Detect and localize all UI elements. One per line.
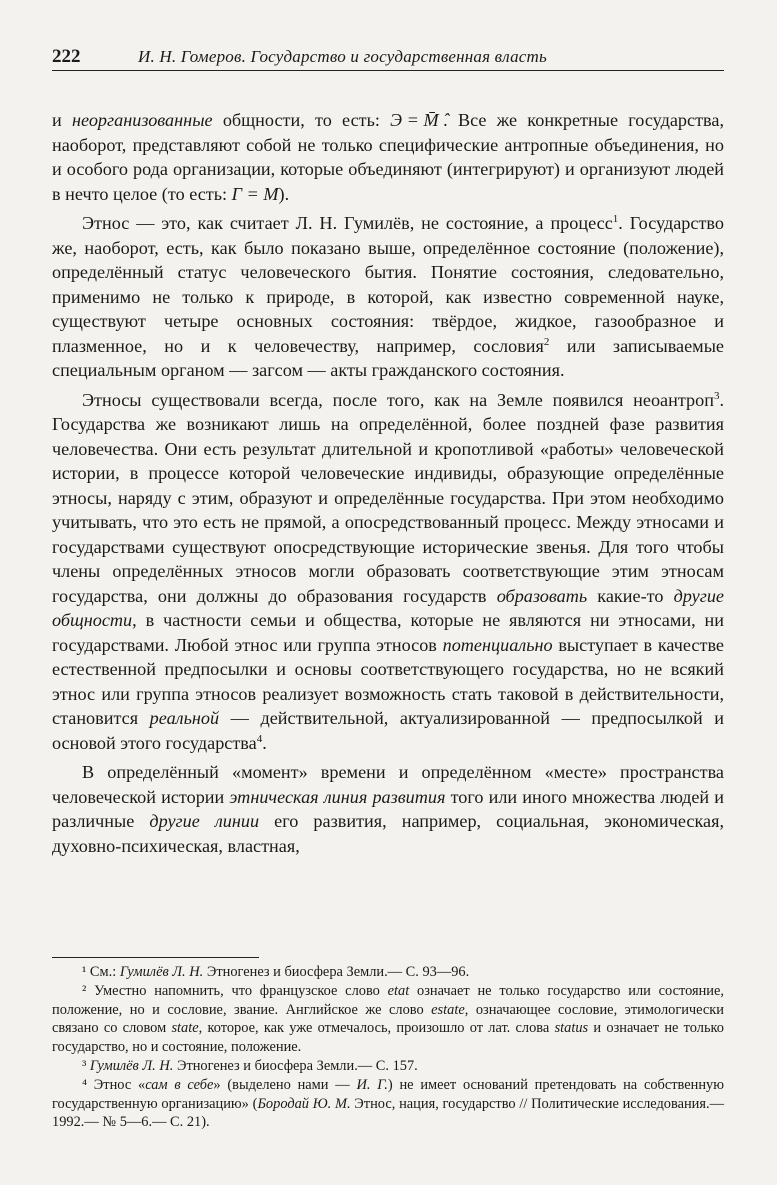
footnote-1: ¹ См.: Гумилёв Л. Н. Этногенез и биосфера Земли.— С. 93—96. (82, 964, 470, 980)
paragraph-1: и неорганизованные общности, то есть: Э = M̄̄ ̂. Все же конкретные государства, наоборот, представляют собой не только специфические антропные объединения, но и особого рода организации, которые объединяют (интегрируют) и организуют людей в нечто целое (то есть: Г = M). (52, 108, 724, 206)
footnote-3: ³ Гумилёв Л. Н. Этногенез и биосфера Земли.— С. 157. (82, 1058, 418, 1075)
paragraph-3: Этносы существовали всегда, после того, как на Земле появился неоантроп$^3$. Государства же возникают лишь на определённой, более поздней фазе развития человечества. Они есть результат длительной и кропотливой «работы» человеческой истории, в процессе которой человеческие индивиды, образующие определённые этносы, наряду с этим, образуют и определённые государства. При этом необходимо учитывать, что это есть не прямой, а опосредствованный процесс. Между этносами и государствами существуют опосредствующие исторические звенья. Для того чтобы члены определённых этносов могли образовать соответствующие этим этносам государства, они должны до образования государств образовать какие-то другие общности, в частности семьи и общества, которые не являются ни этносами, ни государствами. Любой этнос или группа этносов потенциально выступает в качестве естественной предпосылки и основы соответствующего государства, но не всякий этнос или группа этносов реализует возможность стать таковой в действительности, становится реальной — действительной, актуализированной — предпосылкой и основой этого государства$^4$. (52, 389, 725, 753)
formula-state: Г = M (231, 183, 279, 204)
formula-ethnos: Э = M̄̄ ̂ (390, 110, 444, 130)
running-title: И. Н. Гомеров. Государство и государственная власть (138, 47, 547, 66)
footnote-4: ⁴ Этнос «сам в себе» (выделено нами — И. Г.) не имеет оснований претендовать на собственную государственную организацию» (Бородай Ю. М. Этнос, нация, государство // Политические исследования.— 1992.— № 5—6.— С. 21). (52, 1077, 724, 1131)
running-header (52, 40, 724, 71)
paragraph-2: Этнос — это, как считает Л. Н. Гумилёв, не состояние, а процесс$^1$. Государство же, наоборот, есть, как было показано выше, определённое состояние (положение), определённый статус человеческого бытия. Понятие состояния, следовательно, применимо не только к природе, в которой, как известно современной науке, существуют четыре основных состояния: твёрдое, жидкое, газообразное и плазменное, но и к человечеству, например, сословия$^2$ или записываемые специальным органом — загсом — акты гражданского состояния. (52, 212, 724, 380)
paragraph-4: В определённый «момент» времени и определённом «месте» пространства человеческой истории этническая линия развития того или иного множества людей и различные другие линии его развития, например, социальная, экономическая, духовно-психическая, властная, (52, 762, 725, 856)
footnote-2: ² Уместно напомнить, что французское слово etat означает не только государство или состояние, положение, но и сословие, звание. Английское же слово estate, означающее сословие, этимологически связано со словом state, которое, как уже отмечалось, произошло от лат. слова status и означает не только государство, но и состояние, положение. (52, 983, 724, 1055)
main-text (52, 108, 724, 863)
footnote-separator (52, 957, 259, 958)
page-number: 222 (52, 46, 81, 67)
footnotes (52, 963, 724, 1133)
